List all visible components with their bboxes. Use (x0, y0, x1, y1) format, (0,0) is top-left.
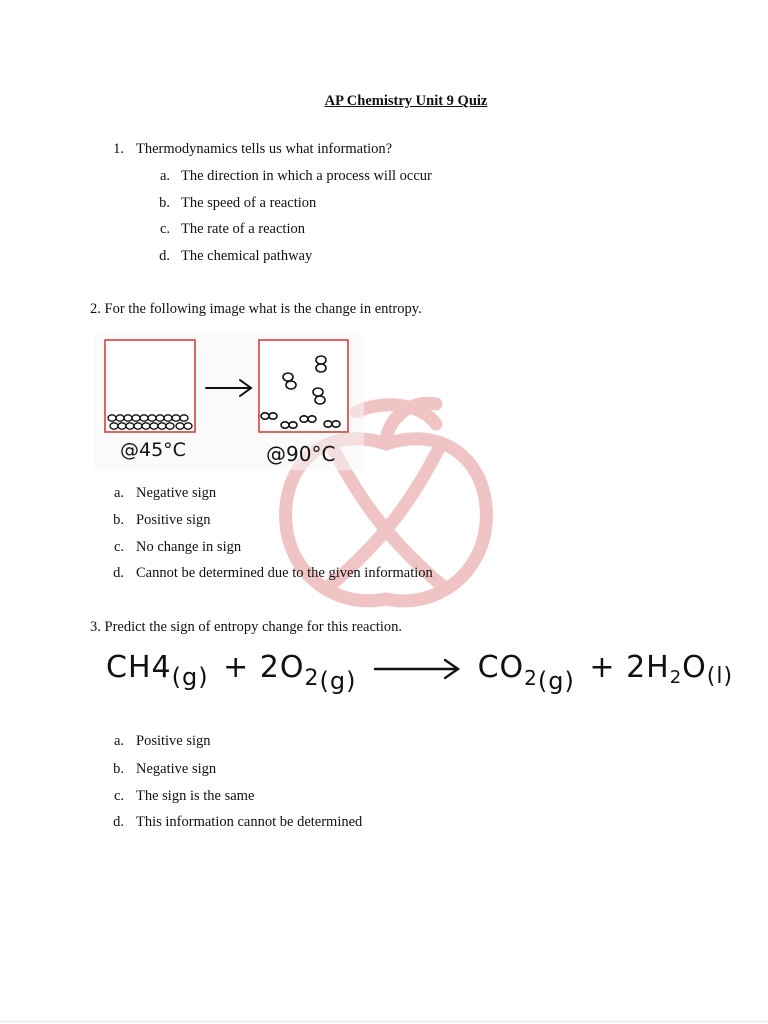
reaction-arrow-icon (373, 657, 461, 681)
question-1-text: Thermodynamics tells us what information? (136, 141, 393, 157)
reactant-o2-state: (g) (319, 667, 357, 695)
left-container-box (105, 340, 195, 432)
reaction-equation (106, 648, 734, 708)
question-3 (90, 618, 402, 636)
product-h2o-subscript: 2 (669, 667, 683, 688)
q1-option-c-letter: c. (159, 221, 170, 237)
question-3-text: Predict the sign of entropy change for this reaction. (104, 619, 403, 635)
q3-option-d-letter: d. (113, 814, 124, 830)
q2-option-b-letter: b. (113, 512, 124, 528)
q3-option-d: This information cannot be determined (136, 814, 363, 830)
right-temperature-label: @90°C (266, 442, 336, 466)
left-temperature-label: @45°C (120, 439, 186, 461)
reactant-ch4: CH4 (106, 650, 172, 685)
q3-option-a-letter: a. (113, 733, 124, 749)
product-co2-state: (g) (537, 667, 575, 695)
page-title: AP Chemistry Unit 9 Quiz (324, 93, 488, 109)
question-2 (90, 300, 422, 318)
q2-option-a-letter: a. (113, 485, 124, 501)
q2-option-c-letter: c. (113, 539, 124, 555)
reactant-o2: 2O (259, 650, 305, 685)
q2-option-d: Cannot be determined due to the given information (136, 565, 433, 581)
product-co2-subscript: 2 (524, 666, 538, 690)
q3-option-b-letter: b. (113, 761, 124, 777)
question-1-number: 1. (113, 141, 124, 157)
q1-option-a-letter: a. (159, 168, 170, 184)
q3-option-a: Positive sign (136, 733, 211, 749)
product-h2o-oxygen: O (682, 650, 707, 685)
page-bottom-divider (0, 1021, 768, 1022)
product-h2o-state: (l) (706, 664, 734, 689)
q2-option-c: No change in sign (136, 539, 242, 555)
reactant-o2-subscript: 2 (304, 666, 320, 691)
q2-option-d-letter: d. (113, 565, 124, 581)
q2-option-a: Negative sign (136, 485, 217, 501)
q1-option-b: The speed of a reaction (181, 195, 317, 211)
question-2-text: For the following image what is the change in entropy. (104, 301, 422, 317)
right-container-box (259, 340, 348, 432)
question-2-number: 2. (90, 301, 101, 317)
q1-option-b-letter: b. (159, 195, 170, 211)
reactant-ch4-state: (g) (171, 663, 209, 691)
q2-option-b: Positive sign (136, 512, 211, 528)
q1-option-d-letter: d. (159, 248, 170, 264)
q3-option-c: The sign is the same (136, 788, 255, 804)
q3-option-b: Negative sign (136, 761, 217, 777)
question-3-number: 3. (90, 619, 101, 635)
product-h2o: 2H (626, 650, 670, 685)
product-co2: CO (477, 650, 525, 685)
q1-option-d: The chemical pathway (181, 248, 313, 264)
q1-option-c: The rate of a reaction (181, 221, 305, 237)
q3-option-c-letter: c. (113, 788, 124, 804)
plus-sign-2: + (589, 650, 616, 685)
plus-sign: + (223, 650, 250, 685)
q1-option-a: The direction in which a process will occur (181, 168, 432, 184)
